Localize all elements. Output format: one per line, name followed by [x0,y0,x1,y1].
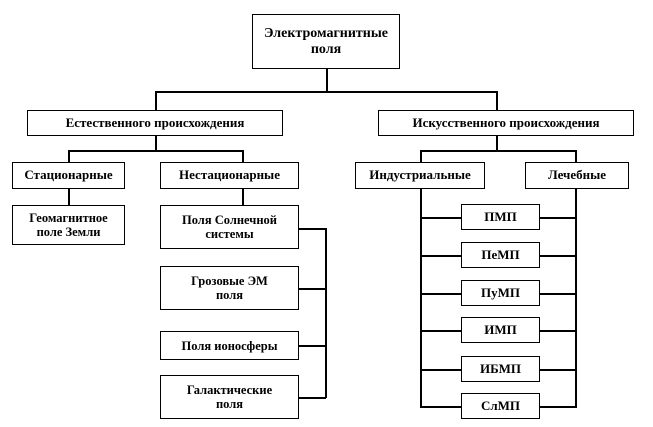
connector-imp-right [540,330,576,332]
connector-natural-sub-down [155,136,157,151]
node-galactic[interactable] [160,375,299,419]
node-galactic-line1: Галактические [186,383,273,397]
connector-pemp-right [540,255,576,257]
connector-slmp-right [540,406,576,408]
node-pemp-label: ПеМП [481,246,520,262]
connector-solar-right [299,228,326,230]
connector-nonstationary-down [242,150,244,162]
node-slmp-label: СлМП [480,397,521,413]
connector-pump-left [420,293,461,295]
connector-industrial-down [420,150,422,162]
node-stationary[interactable] [12,162,125,189]
connector-imp-left [420,330,461,332]
node-geomagnetic-line1: Геомагнитное [29,211,108,225]
node-artificial-label: Искусственного происхождения [412,114,600,130]
connector-nonstationary-rail [325,228,327,398]
node-solar-line1: Поля Солнечной [182,213,277,227]
node-ionosphere-label: Поля ионосферы [181,338,278,353]
connector-pmp-left [420,217,461,219]
node-industrial-label: Индустриальные [369,167,471,183]
connector-storm-right [299,288,326,290]
connector-ibmp-right [540,369,576,371]
connector-ibmp-left [420,369,461,371]
node-natural-label: Естественного происхождения [65,114,245,130]
connector-natural-down [155,91,157,110]
connector-pemp-left [420,255,461,257]
connector-natural-sub-bus [68,150,242,152]
node-ionosphere[interactable] [160,331,299,360]
node-geomagnetic-line2: поле Земли [36,225,101,239]
node-medical[interactable] [525,162,629,189]
connector-pmp-right [540,217,576,219]
node-pemp[interactable] [461,242,540,268]
node-imp-label: ИМП [484,321,517,337]
node-pmp[interactable] [461,204,540,230]
node-ibmp-label: ИБМП [479,360,522,376]
connector-medical-down [575,150,577,162]
node-storm-line2: поля [215,288,244,302]
connector-ionosphere-right [299,345,326,347]
node-pump-label: ПуМП [481,284,520,300]
connector-level1-bus [155,91,496,93]
node-root-line1: Электромагнитные [263,25,389,41]
node-artificial[interactable] [378,110,634,136]
connector-slmp-left [420,406,461,408]
connector-nonstationary-child-down [242,189,244,205]
node-root[interactable] [252,14,400,69]
connector-stationary-down [68,150,70,162]
node-geomagnetic[interactable] [12,205,125,245]
node-nonstationary-label: Нестационарные [179,167,280,183]
connector-industrial-rail [420,189,422,408]
connector-galactic-right [299,397,326,399]
node-slmp[interactable] [461,393,540,419]
node-medical-label: Лечебные [547,167,607,183]
node-galactic-line2: поля [215,397,244,411]
node-root-line2: поля [310,41,342,57]
connector-artificial-sub-bus [420,150,575,152]
node-pmp-label: ПМП [484,208,517,224]
connector-artificial-down [496,91,498,110]
node-industrial[interactable] [355,162,485,189]
node-storm-line1: Грозовые ЭМ [191,274,268,288]
connector-medical-rail [575,189,577,408]
node-storm[interactable] [160,266,299,310]
node-solar-line2: системы [205,227,254,241]
node-nonstationary[interactable] [160,162,299,189]
node-stationary-label: Стационарные [24,167,113,183]
connector-stationary-child [68,189,70,205]
connector-root-down [326,69,328,92]
node-ibmp[interactable] [461,356,540,382]
node-natural[interactable] [27,110,283,136]
connector-artificial-sub-down [496,136,498,151]
node-solar[interactable] [160,205,299,249]
node-imp[interactable] [461,317,540,343]
connector-pump-right [540,293,576,295]
node-pump[interactable] [461,280,540,306]
